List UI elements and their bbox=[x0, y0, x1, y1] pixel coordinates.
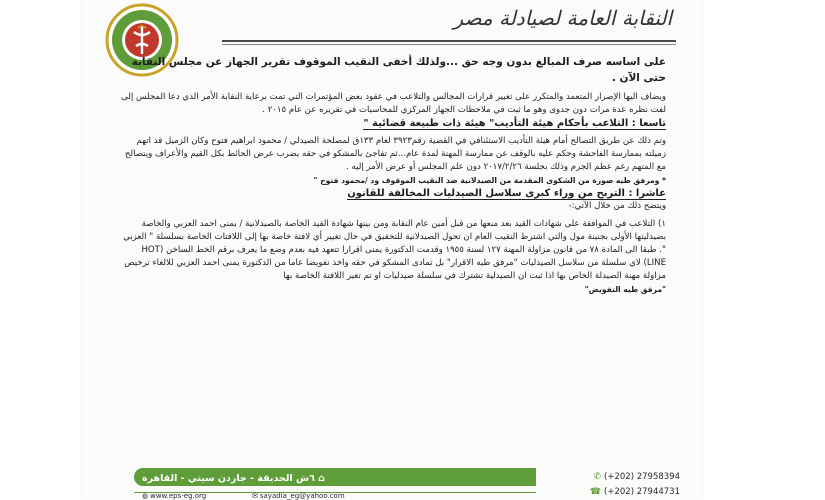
section-ten-title-text: عاشرا : التربح من وراء كبرى سلاسل الصيدليات المخالفة للقانون bbox=[347, 188, 666, 199]
document-page bbox=[82, 0, 702, 500]
fax-icon: ☎ bbox=[589, 487, 602, 497]
footer-website[interactable] bbox=[142, 492, 206, 500]
letterhead-footer bbox=[82, 458, 702, 500]
list-item-number: ١) bbox=[658, 219, 666, 229]
list-item-one bbox=[118, 218, 666, 283]
footer-email[interactable] bbox=[252, 492, 345, 500]
home-icon: ⌂ bbox=[314, 473, 325, 484]
footer-address bbox=[142, 473, 325, 484]
mail-icon: ✉ bbox=[252, 492, 258, 500]
footer-phone-one bbox=[594, 472, 681, 482]
attachment-note-authorization: "مرفق طيه التفويض" bbox=[584, 285, 666, 294]
footer-phone-two-text: (+202) 27944731 bbox=[604, 487, 680, 497]
list-item-text: التلاعب في الموافقة على شهادات القيد بعد منعها من قبل أمين عام النقابة ومن بينها شهادة القيد الخاصة بالصيدلانية / يمنى احمد العزبي والخاصة بصيدليتها الأولى بجنينة مول والتي اشترط النقيب العام ان تحول الصيدلانية للتحقيق في حال تغيير أي لافتة خاصة بها إلى اللافتات الخاصة بسلسلة " العزبي ". طبقا الى المادة ٧٨ من قانون مزاولة المهنة ١٢٧ لسنة ١٩٥٥ وقدمت الدكتورة يمنى اقرارا تتعهد فيه بعدم وضع ما يعرف برقم الخط الساخن (HOT LINE) لاي سلسلة من سلاسل الصيدليات "مرفق طيه الاقرار" بل تمادى المشكو في حقه واخذ تفويضا عاما من الدكتورة يمنى احمد العزبي للالغاء ترخيص مزاولة مهنة الصيدلة الخاص بها اذا ثبت ان الصيدلية تشترك في سلسلة صيدليات او تم تغير اللافتة الخاصة بها bbox=[123, 219, 666, 281]
footer-phone-two bbox=[590, 487, 680, 497]
footer-address-text: ٦ش الحديقة - جاردن سيتي - القاهرة bbox=[142, 473, 315, 484]
attachment-note-complaint: * ومرفق طيه صورة من الشكوى المقدمة من الصيدلانية ضد النقيب الموقوف ود /محمود فتوح " bbox=[313, 176, 666, 185]
letterhead-title: النقابة العامة لصيادلة مصر bbox=[453, 6, 672, 30]
footer-website-text: www.eps-eg.org bbox=[150, 492, 207, 500]
footer-phone-one-text: (+202) 27958394 bbox=[604, 472, 680, 482]
footer-email-text: sayadia_eg@yahoo.com bbox=[259, 492, 345, 500]
section-nine-title-text: تاسعا : التلاعب بأحكام هيئة التأديب" هيئة ذات طبيعة قضائية " bbox=[363, 118, 666, 129]
globe-icon: ◍ bbox=[142, 492, 149, 500]
document-body bbox=[118, 54, 666, 296]
section-ten-title bbox=[118, 187, 666, 200]
section-ten-intro: ويتضح ذلك من خلال الآتي:- bbox=[568, 201, 666, 211]
section-nine-title bbox=[118, 117, 666, 130]
phone-icon: ✆ bbox=[593, 472, 602, 482]
paragraph-disciplinary: وتم ذلك عن طريق التصالح أمام هيئة التأديب الاستئنافي في القضية رقم٣٩٢٣ لعام ١٣٣ق لمصلحة الصيدلي / محمود ابراهيم فتوح وكان الزميل قد اتهم زميلته بممارسة الفاحشة وحكم عليه بالوقف عن ممارسة المهنة لمدة عام...ثم تفاجئ بالمشكو في حقه يضرب عرض الحائط بكل القيم والأعراف ويتصالح مع المتهم رغم عظم الجرم وذلك بجلسة ٢٠١٧/٢/٢٦ دون علم المجلس أو عرض الأمر إليه . bbox=[124, 136, 666, 172]
lead-paragraph: على اساسه صرف المبالغ بدون وجه حق ...ولذلك أخفى النقيب الموقوف تقرير الجهاز عن مجلس النقابة حتى الآن . bbox=[131, 56, 666, 84]
paragraph-violations: ويضاف اليها الإصرار المتعمد والمتكرر على تغيير قرارات المجالس والتلاعب في عقود بعض المؤتمرات التي تمت برعاية النقابة الأمر الذي دعا المجلس إلى لفت نظره عدة مرات دون جدوى وهو ما ثبت في ملاحظات الجهاز المركزي للمحاسبات في تقريره عن عام ٢٠١٥ . bbox=[121, 92, 666, 115]
letterhead-rule-thin bbox=[222, 44, 676, 45]
letterhead-rule bbox=[222, 40, 676, 42]
